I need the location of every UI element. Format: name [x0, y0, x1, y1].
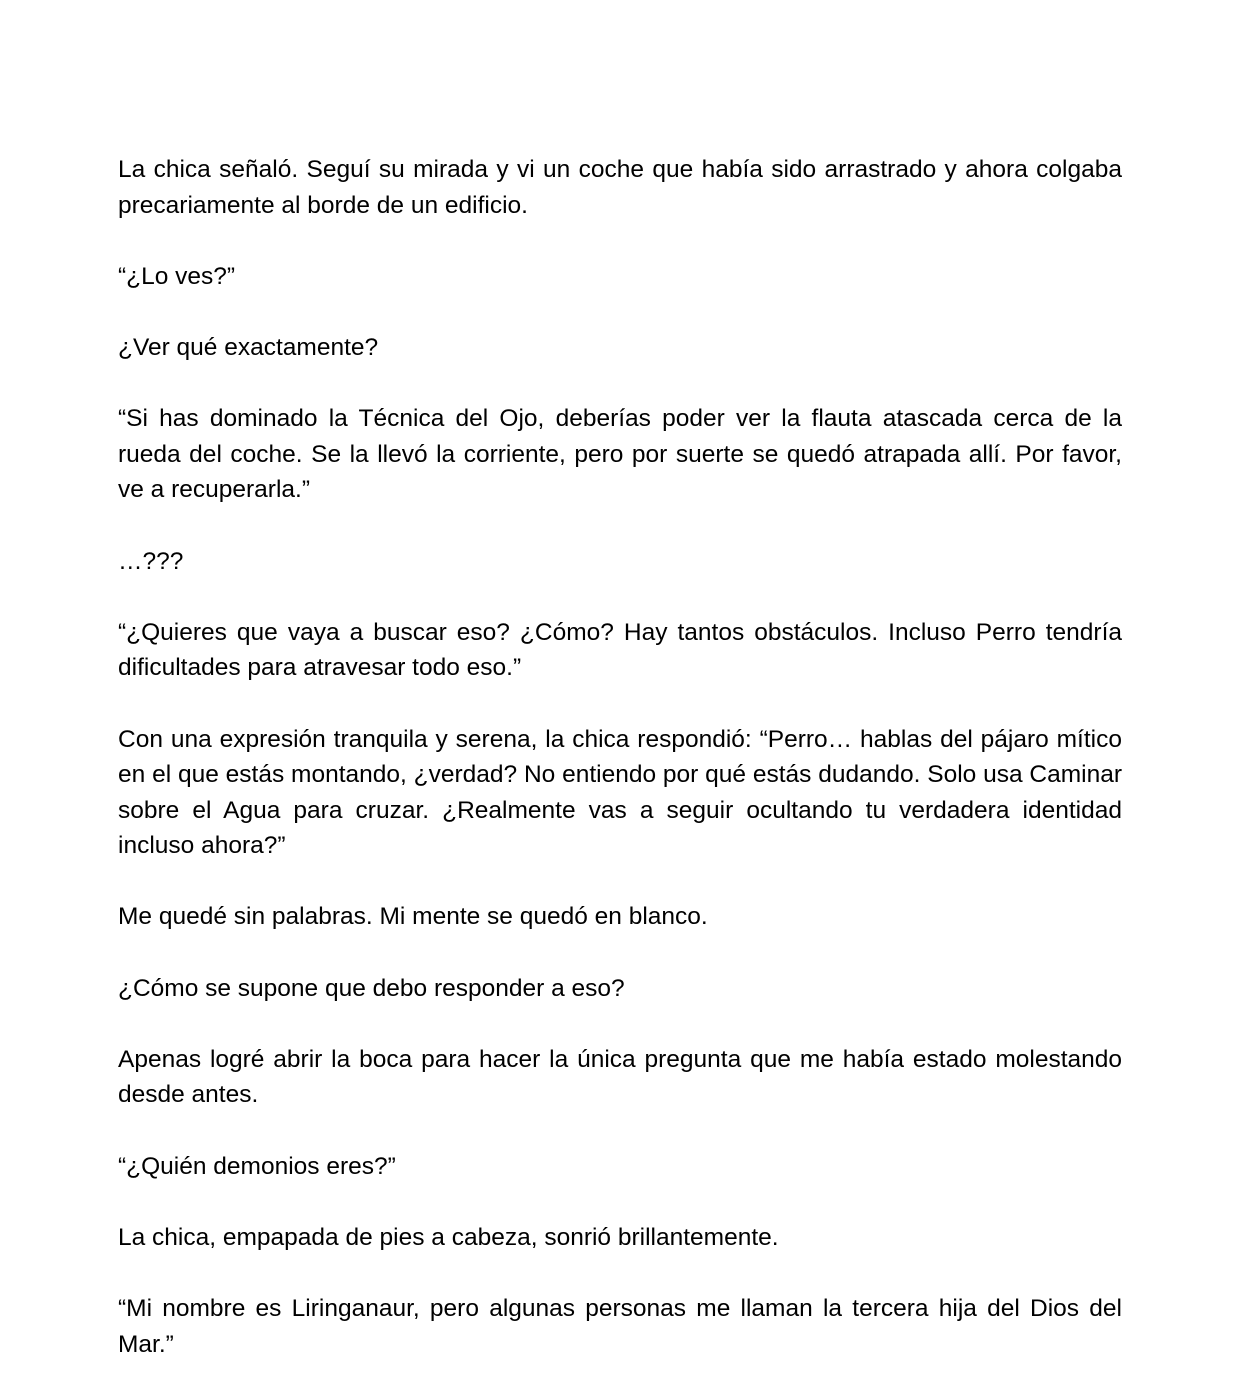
paragraph: ¿Cómo se supone que debo responder a eso? [118, 974, 625, 1002]
paragraph: La chica señaló. Seguí su mirada y vi un coche que había sido arrastrado y ahora colgaba precariamente al borde de un edificio. [118, 156, 1122, 219]
paragraph: Apenas logré abrir la boca para hacer la única pregunta que me había estado molestando desde antes. [118, 1045, 1122, 1109]
paragraph: La chica, empapada de pies a cabeza, sonrió brillantemente. [118, 1223, 779, 1251]
paragraph: Con una expresión tranquila y serena, la chica respondió: “Perro… hablas del pájaro mítico en el que estás montando, ¿verdad? No entiendo por qué estás dudando. Solo usa Caminar sobre el Agua para cruzar. ¿Realmente vas a seguir ocultando tu verdadera identidad incluso ahora?” [118, 725, 1122, 860]
paragraph: “Mi nombre es Liringanaur, pero algunas personas me llaman la tercera hija del Dios del Mar.” [118, 1295, 1122, 1358]
paragraph: “¿Lo ves?” [118, 262, 236, 290]
paragraph: …??? [118, 547, 184, 575]
paragraph: “Si has dominado la Técnica del Ojo, deberías poder ver la flauta atascada cerca de la rueda del coche. Se la llevó la corriente, pero por suerte se quedó atrapada allí. Por favor, ve a recuperarla.” [118, 405, 1122, 504]
paragraph: ¿Ver qué exactamente? [118, 333, 379, 361]
paragraph: “¿Quién demonios eres?” [118, 1152, 396, 1180]
paragraph: Me quedé sin palabras. Mi mente se quedó en blanco. [118, 903, 708, 931]
document-page [118, 152, 1122, 1398]
paragraph: “¿Quieres que vaya a buscar eso? ¿Cómo? Hay tantos obstáculos. Incluso Perro tendría dificultades para atravesar todo eso.” [118, 618, 1122, 682]
